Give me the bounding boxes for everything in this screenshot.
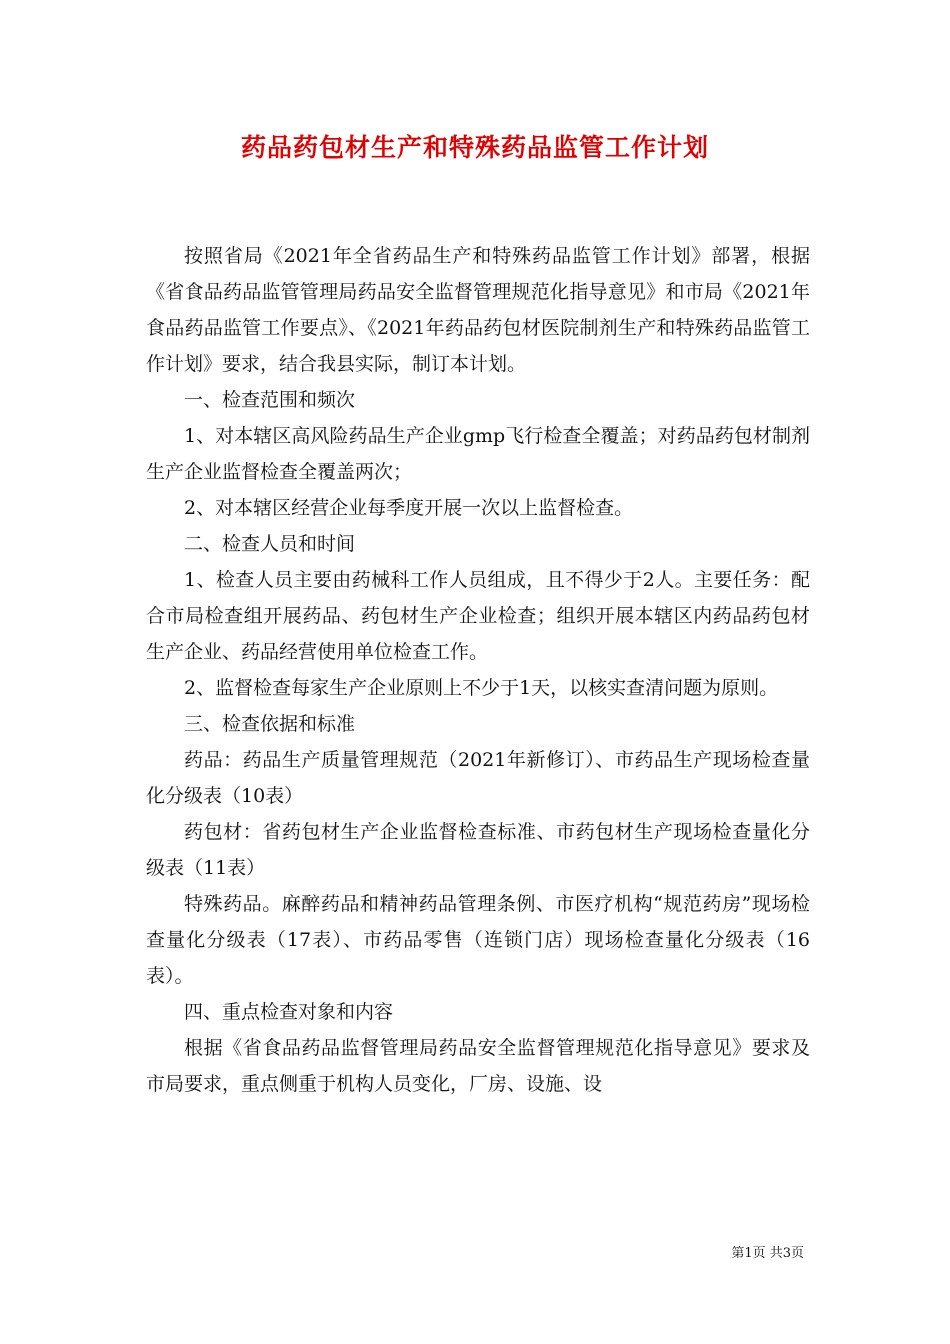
- section-heading-2: 二、检查人员和时间: [184, 533, 356, 555]
- page-number-footer: 第1页 共3页: [731, 1246, 804, 1261]
- paragraph-1-2: 2、对本辖区经营企业每季度开展一次以上监督检查。: [184, 497, 634, 519]
- paragraph-intro: 按照省局《2021年全省药品生产和特殊药品监管工作计划》部署，根据《省食品药品监管管理局药品安全监督管理规范化指导意见》和市局《2021年食品药品监管工作要点》、《2021年药品药包材医院制剂生产和特殊药品监管工作计划》要求，结合我县实际，制订本计划。: [146, 245, 810, 375]
- paragraph-3-2: 药包材：省药包材生产企业监督检查标准、市药包材生产现场检查量化分级表（11表）: [146, 821, 810, 879]
- paragraph-3-3: 特殊药品。麻醉药品和精神药品管理条例、市医疗机构“规范药房”现场检查量化分级表（17表）、市药品零售（连锁门店）现场检查量化分级表（16表）。: [146, 893, 810, 987]
- paragraph-1-1: 1、对本辖区高风险药品生产企业gmp飞行检查全覆盖；对药品药包材制剂生产企业监督检查全覆盖两次；: [146, 425, 810, 483]
- section-heading-3: 三、检查依据和标准: [184, 713, 356, 735]
- section-heading-1: 一、检查范围和频次: [184, 389, 356, 411]
- document-body: [146, 238, 810, 1102]
- paragraph-2-2: 2、监督检查每家生产企业原则上不少于1天，以核实查清问题为原则。: [184, 677, 779, 699]
- document-title: 药品药包材生产和特殊药品监管工作计划: [240, 133, 709, 162]
- paragraph-3-1: 药品：药品生产质量管理规范（2021年新修订）、市药品生产现场检查量化分级表（10表）: [146, 749, 810, 807]
- section-heading-4: 四、重点检查对象和内容: [184, 1001, 394, 1023]
- paragraph-2-1: 1、检查人员主要由药械科工作人员组成，且不得少于2人。主要任务：配合市局检查组开展药品、药包材生产企业检查；组织开展本辖区内药品药包材生产企业、药品经营使用单位检查工作。: [146, 569, 810, 663]
- paragraph-4-1: 根据《省食品药品监督管理局药品安全监督管理规范化指导意见》要求及市局要求，重点侧重于机构人员变化，厂房、设施、设: [146, 1037, 810, 1095]
